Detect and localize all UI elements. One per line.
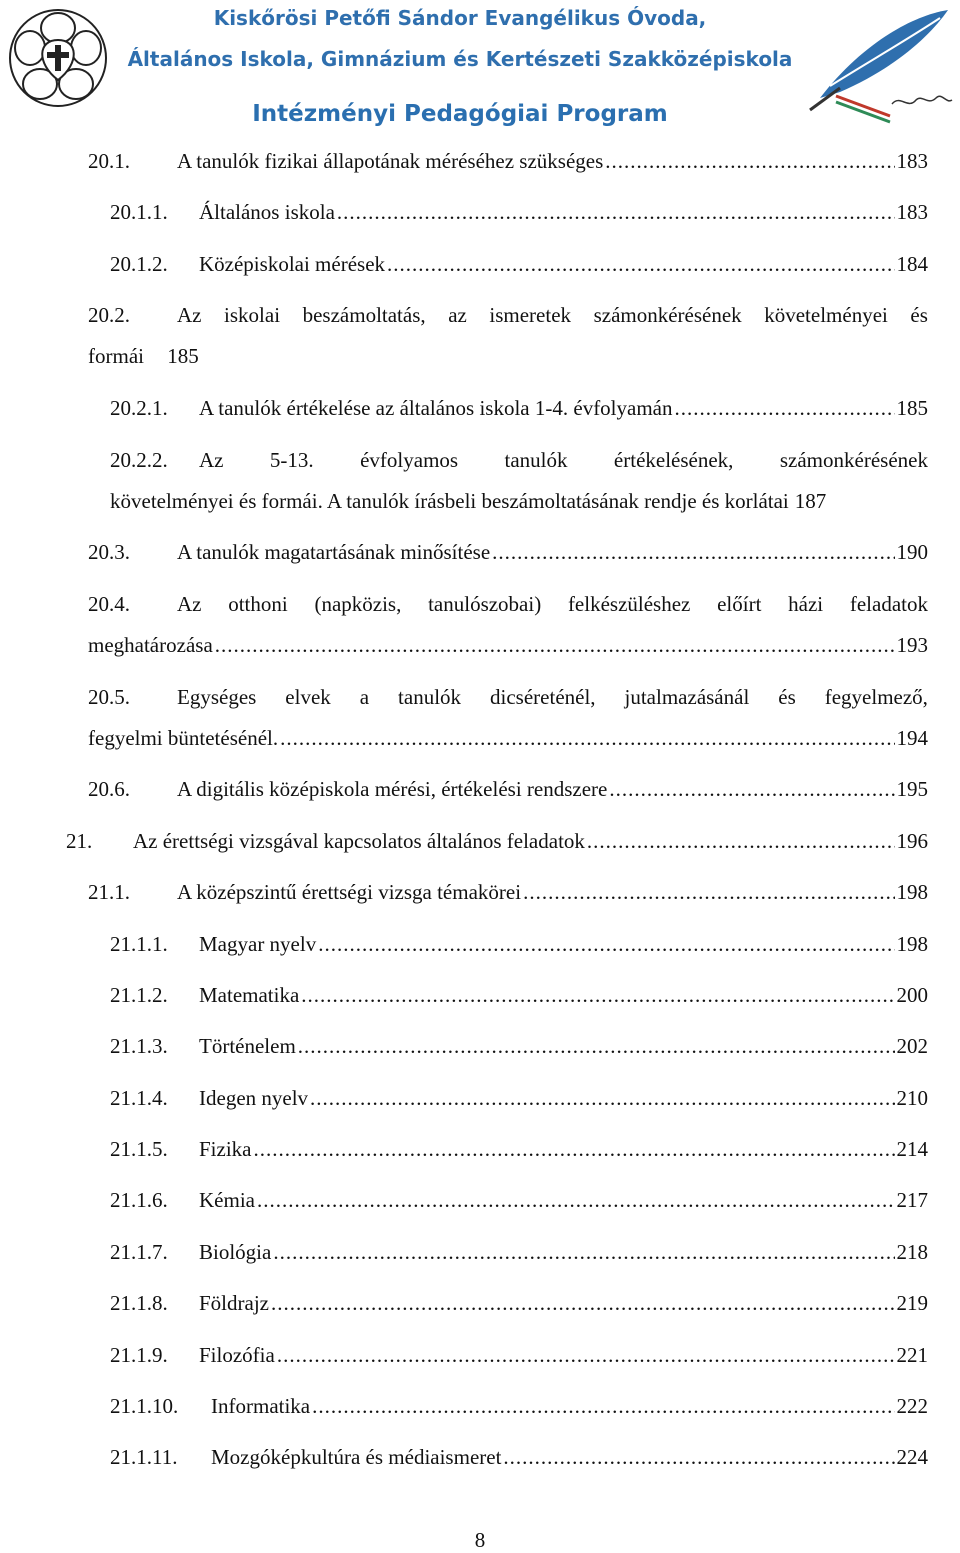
toc-leader-dots [523,880,894,904]
toc-entry-continuation[interactable] [110,489,928,513]
toc-entry-page: 224 [896,1445,928,1469]
toc-entry-page: 194 [896,726,928,750]
toc-entry[interactable] [110,1445,928,1469]
toc-entry-title: Középiskolai mérések [199,252,386,276]
toc-entry-continuation[interactable] [88,726,928,750]
toc-entry[interactable] [88,540,928,564]
toc-entry-number: 20.6. [88,777,130,801]
toc-entry-title-line1: Az 5-13. évfolyamos tanulók értékelésének, számonkérésének [199,448,928,472]
toc-entry-number: 20.2.1. [110,396,168,420]
toc-entry-page: 185 [167,344,199,368]
toc-entry-number: 21.1.9. [110,1343,168,1367]
toc-entry[interactable] [110,1240,928,1264]
toc-entry[interactable] [110,983,928,1007]
toc-entry[interactable] [88,303,928,327]
toc-entry-title-line1: Az otthoni (napközis, tanulószobai) felkészüléshez előírt házi feladatok [177,592,928,616]
toc-entry-page: 217 [896,1188,928,1212]
toc-entry[interactable] [110,200,928,224]
toc-entry-title: Az érettségi vizsgával kapcsolatos általános feladatok [133,829,585,853]
toc-entry-number: 21.1.2. [110,983,168,1007]
toc-entry-page: 198 [896,880,928,904]
toc-leader-dots [271,1291,895,1315]
header-school-name-line1: Kiskőrösi Petőfi Sándor Evangélikus Óvoda, [213,6,707,30]
toc-entry-number: 21.1.10. [110,1394,179,1418]
toc-entry-page: 222 [896,1394,928,1418]
toc-leader-dots [301,983,894,1007]
toc-leader-dots [298,1034,895,1058]
toc-entry-page: 202 [896,1034,928,1058]
toc-entry-number: 21.1.8. [110,1291,168,1315]
toc-entry[interactable] [110,1034,928,1058]
toc-leader-dots [280,726,894,750]
toc-entry-title: Fizika [199,1137,252,1161]
toc-leader-dots [257,1188,895,1212]
toc-entry[interactable] [88,685,928,709]
toc-entry[interactable] [110,396,928,420]
toc-leader-dots [337,200,895,224]
toc-entry-number: 21.1.4. [110,1086,168,1110]
toc-leader-dots [503,1445,894,1469]
toc-entry-page: 200 [896,983,928,1007]
toc-entry-number: 21.1.6. [110,1188,168,1212]
toc-entry-title: Történelem [199,1034,296,1058]
toc-leader-dots [387,252,894,276]
toc-entry-title: Általános iskola [199,200,335,224]
toc-entry-title: Magyar nyelv [199,932,317,956]
toc-entry[interactable] [88,592,928,616]
toc-entry-page: 196 [896,829,928,853]
toc-entry-number: 20.4. [88,592,130,616]
toc-entry-number: 20.2.2. [110,448,168,472]
toc-entry-title: Informatika [211,1394,311,1418]
toc-entry-number: 21.1. [88,880,130,904]
toc-entry[interactable] [110,1394,928,1418]
toc-entry[interactable] [66,829,928,853]
toc-entry[interactable] [110,252,928,276]
toc-entry-continuation[interactable] [88,344,199,368]
toc-entry[interactable] [110,1086,928,1110]
toc-entry-title: Mozgóképkultúra és médiaismeret [211,1445,502,1469]
toc-leader-dots [587,829,895,853]
toc-entry-title: Biológia [199,1240,272,1264]
toc-entry-title-line2: meghatározása [88,633,213,657]
toc-entry[interactable] [88,880,928,904]
toc-entry-page: 183 [896,200,928,224]
toc-entry-number: 20.3. [88,540,130,564]
toc-entry-page: 195 [896,777,928,801]
toc-entry-page: 190 [896,540,928,564]
toc-entry-number: 20.5. [88,685,130,709]
page-number: 8 [474,1528,486,1552]
toc-leader-dots [609,777,894,801]
toc-entry[interactable] [110,932,928,956]
toc-entry-number: 20.1. [88,149,130,173]
toc-entry[interactable] [88,149,928,173]
toc-entry-page: 219 [896,1291,928,1315]
toc-entry-page: 193 [896,633,928,657]
toc-entry-page: 210 [896,1086,928,1110]
toc-entry-title: A tanulók fizikai állapotának méréséhez szükséges [177,149,604,173]
toc-entry-title: A középszintű érettségi vizsga témakörei [177,880,522,904]
header-program-title: Intézményi Pedagógiai Program [252,101,668,127]
toc-leader-dots [254,1137,895,1161]
toc-entry-title-line2: fegyelmi büntetésénél. [88,726,279,750]
quill-signature-logo [800,6,955,126]
toc-leader-dots [492,540,894,564]
page-header [0,0,960,135]
toc-leader-dots [318,932,894,956]
toc-entry-page: 198 [896,932,928,956]
toc-entry-number: 20.1.1. [110,200,168,224]
toc-entry-number: 20.1.2. [110,252,168,276]
toc-leader-dots [310,1086,894,1110]
toc-entry-page: 218 [896,1240,928,1264]
toc-entry-title: Kémia [199,1188,255,1212]
toc-entry-title: Filozófia [199,1343,275,1367]
luther-rose-seal-icon [8,8,108,108]
toc-entry-title-line1: Az iskolai beszámoltatás, az ismeretek számonkérésének követelményei és [177,303,928,327]
toc-leader-dots [605,149,894,173]
toc-entry-number: 20.2. [88,303,130,327]
toc-entry-page: 187 [794,489,827,513]
toc-entry-number: 21.1.3. [110,1034,168,1058]
toc-leader-dots [312,1394,894,1418]
toc-leader-dots [273,1240,894,1264]
toc-entry-title-line2: követelményei és formái. A tanulók írásbeli beszámoltatásának rendje és korlátai [110,489,789,513]
toc-entry-title-line2: formái [88,344,144,368]
toc-entry-number: 21.1.1. [110,932,168,956]
toc-entry[interactable] [110,1291,928,1315]
toc-entry-page: 185 [896,396,928,420]
toc-entry-number: 21.1.7. [110,1240,168,1264]
toc-entry-number: 21. [66,829,93,853]
toc-entry-title: Matematika [199,983,300,1007]
toc-entry-page: 214 [896,1137,928,1161]
toc-entry-title: Idegen nyelv [199,1086,309,1110]
toc-entry-title: Földrajz [199,1291,269,1315]
toc-entry-number: 21.1.5. [110,1137,168,1161]
toc-entry-page: 183 [896,149,928,173]
toc-entry-title: A tanulók magatartásának minősítése [177,540,491,564]
toc-entry-continuation[interactable] [88,633,928,657]
toc-entry-page: 184 [896,252,928,276]
toc-leader-dots [215,633,895,657]
toc-entry-number: 21.1.11. [110,1445,178,1469]
toc-entry-title: A digitális középiskola mérési, értékelési rendszere [177,777,608,801]
toc-entry-title-line1: Egységes elvek a tanulók dicséreténél, jutalmazásánál és fegyelmező, [177,685,928,709]
toc-leader-dots [277,1343,895,1367]
toc-leader-dots [675,396,895,420]
toc-entry[interactable] [110,1188,928,1212]
toc-entry[interactable] [110,1343,928,1367]
toc-entry-title: A tanulók értékelése az általános iskola 1-4. évfolyamán [199,396,673,420]
header-school-name-line2: Általános Iskola, Gimnázium és Kertészeti Szakközépiskola [127,47,793,71]
toc-entry[interactable] [88,777,928,801]
toc-entry-page: 221 [896,1343,928,1367]
toc-entry[interactable] [110,1137,928,1161]
toc-entry[interactable] [110,448,928,472]
